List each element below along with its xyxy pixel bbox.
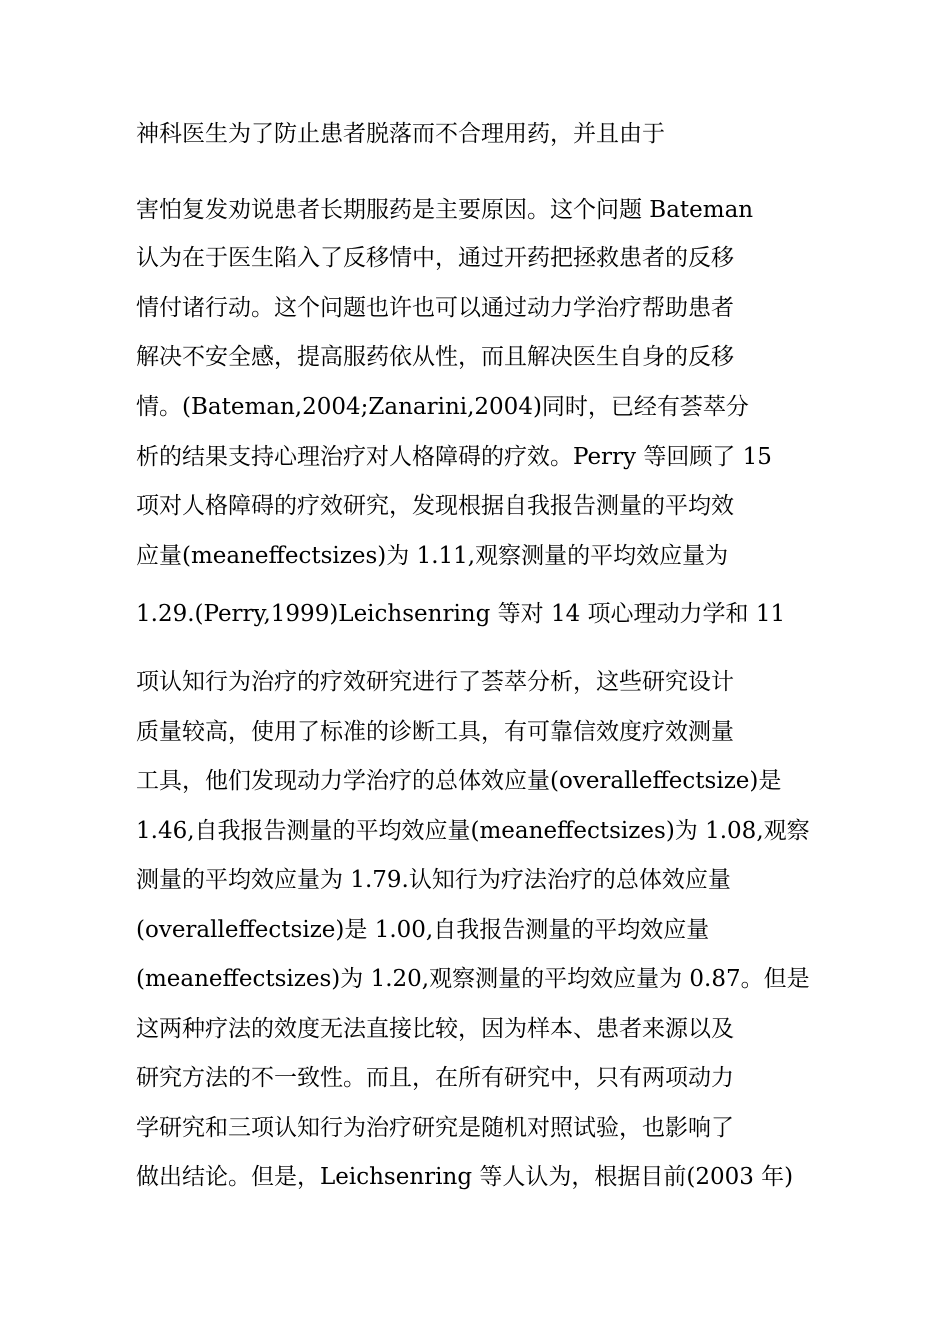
text-line-16: (overalleffectsize)是 1.00,自我报告测量的平均效应量	[136, 917, 710, 943]
text-line-20: 学研究和三项认知行为治疗研究是随机对照试验，也影响了	[136, 1115, 734, 1141]
text-line-10: 1.29.(Perry,1999)Leichsenring 等对 14 项心理动力学和 11	[136, 601, 786, 627]
text-line-18: 这两种疗法的效度无法直接比较，因为样本、患者来源以及	[136, 1016, 734, 1042]
text-line-6: 情。(Bateman,2004;Zanarini,2004)同时，已经有荟萃分	[136, 394, 749, 420]
text-line-17: (meaneffectsizes)为 1.20,观察测量的平均效应量为 0.87。但是	[136, 966, 810, 992]
text-line-19: 研究方法的不一致性。而且，在所有研究中，只有两项动力	[136, 1065, 734, 1091]
text-line-5: 解决不安全感，提高服药依从性，而且解决医生自身的反移	[136, 344, 734, 370]
text-line-11: 项认知行为治疗的疗效研究进行了荟萃分析，这些研究设计	[136, 669, 734, 695]
text-line-7: 析的结果支持心理治疗对人格障碍的疗效。Perry 等回顾了 15	[136, 444, 772, 470]
text-line-15: 测量的平均效应量为 1.79.认知行为疗法治疗的总体效应量	[136, 867, 731, 893]
text-line-14: 1.46,自我报告测量的平均效应量(meaneffectsizes)为 1.08,观察	[136, 818, 810, 844]
text-line-8: 项对人格障碍的疗效研究，发现根据自我报告测量的平均效	[136, 493, 734, 519]
text-line-4: 情付诸行动。这个问题也许也可以通过动力学治疗帮助患者	[136, 295, 734, 321]
text-line-21: 做出结论。但是，Leichsenring 等人认为，根据目前(2003 年)	[136, 1164, 794, 1190]
text-line-3: 认为在于医生陷入了反移情中，通过开药把拯救患者的反移	[136, 245, 734, 271]
text-line-12: 质量较高，使用了标准的诊断工具，有可靠信效度疗效测量	[136, 719, 734, 745]
text-line-13: 工具，他们发现动力学治疗的总体效应量(overalleffectsize)是	[136, 768, 782, 794]
text-line-2: 害怕复发劝说患者长期服药是主要原因。这个问题 Bateman	[136, 197, 754, 223]
text-line-1: 神科医生为了防止患者脱落而不合理用药，并且由于	[136, 121, 665, 147]
text-line-9: 应量(meaneffectsizes)为 1.11,观察测量的平均效应量为	[136, 543, 729, 569]
